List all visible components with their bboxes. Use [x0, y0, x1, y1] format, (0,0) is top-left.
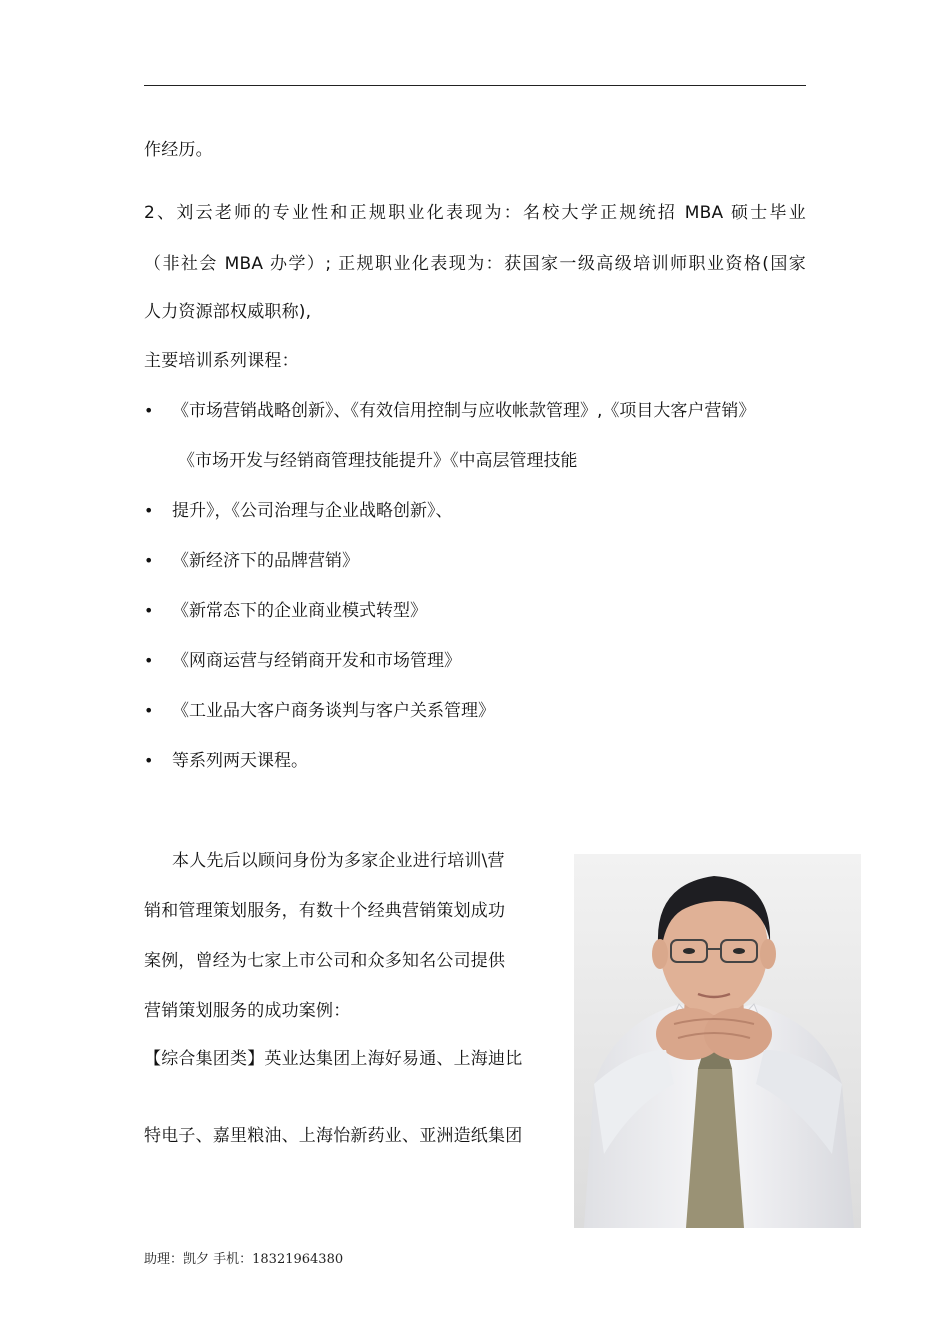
bullet-icon: •: [144, 551, 154, 570]
intro-line6: 特电子、嘉里粮油、上海怡新药业、亚洲造纸集团: [144, 1126, 523, 1146]
para2-line1: 2、刘云老师的专业性和正规职业化表现为：名校大学正规统招 MBA 硕士毕业: [144, 203, 806, 223]
course-item: 《市场开发与经销商管理技能提升》《中高层管理技能: [178, 451, 578, 471]
footer-contact: 助理：凯夕 手机：18321964380: [144, 1252, 344, 1267]
course-item: 提升》，《公司治理与企业战略创新》、: [172, 501, 453, 521]
bullet-icon: •: [144, 401, 154, 420]
portrait-illustration: [574, 854, 861, 1228]
bullet-icon: •: [144, 501, 154, 520]
para2-line2: （非社会 MBA 办学）; 正规职业化表现为：获国家一级高级培训师职业资格(国家: [144, 254, 806, 274]
continuation-text: 作经历。: [144, 140, 213, 160]
course-item: 《新常态下的企业商业模式转型》: [172, 601, 427, 621]
bullet-icon: •: [144, 701, 154, 720]
intro-line1: 本人先后以顾问身份为多家企业进行培训\营: [172, 851, 505, 871]
course-item: 《新经济下的品牌营销》: [172, 551, 359, 571]
bullet-icon: •: [144, 751, 154, 770]
course-item: 《工业品大客户商务谈判与客户关系管理》: [172, 701, 495, 721]
course-item: 《网商运营与经销商开发和市场管理》: [172, 651, 461, 671]
courses-heading: 主要培训系列课程：: [144, 351, 299, 371]
portrait-photo: [574, 854, 861, 1228]
para2-line3: 人力资源部权威职称),: [144, 302, 312, 322]
intro-line3: 案例，曾经为七家上市公司和众多知名公司提供: [144, 951, 506, 971]
course-item: 等系列两天课程。: [172, 751, 308, 771]
bullet-icon: •: [144, 651, 154, 670]
intro-line4: 营销策划服务的成功案例：: [144, 1001, 351, 1021]
course-item: 《市场营销战略创新》、《有效信用控制与应收帐款管理》,《项目大客户营销》: [172, 401, 756, 421]
intro-line2: 销和管理策划服务，有数十个经典营销策划成功: [144, 901, 506, 921]
intro-line5: 【综合集团类】英业达集团上海好易通、上海迪比: [144, 1049, 523, 1069]
bullet-icon: •: [144, 601, 154, 620]
header-rule: [144, 85, 806, 86]
